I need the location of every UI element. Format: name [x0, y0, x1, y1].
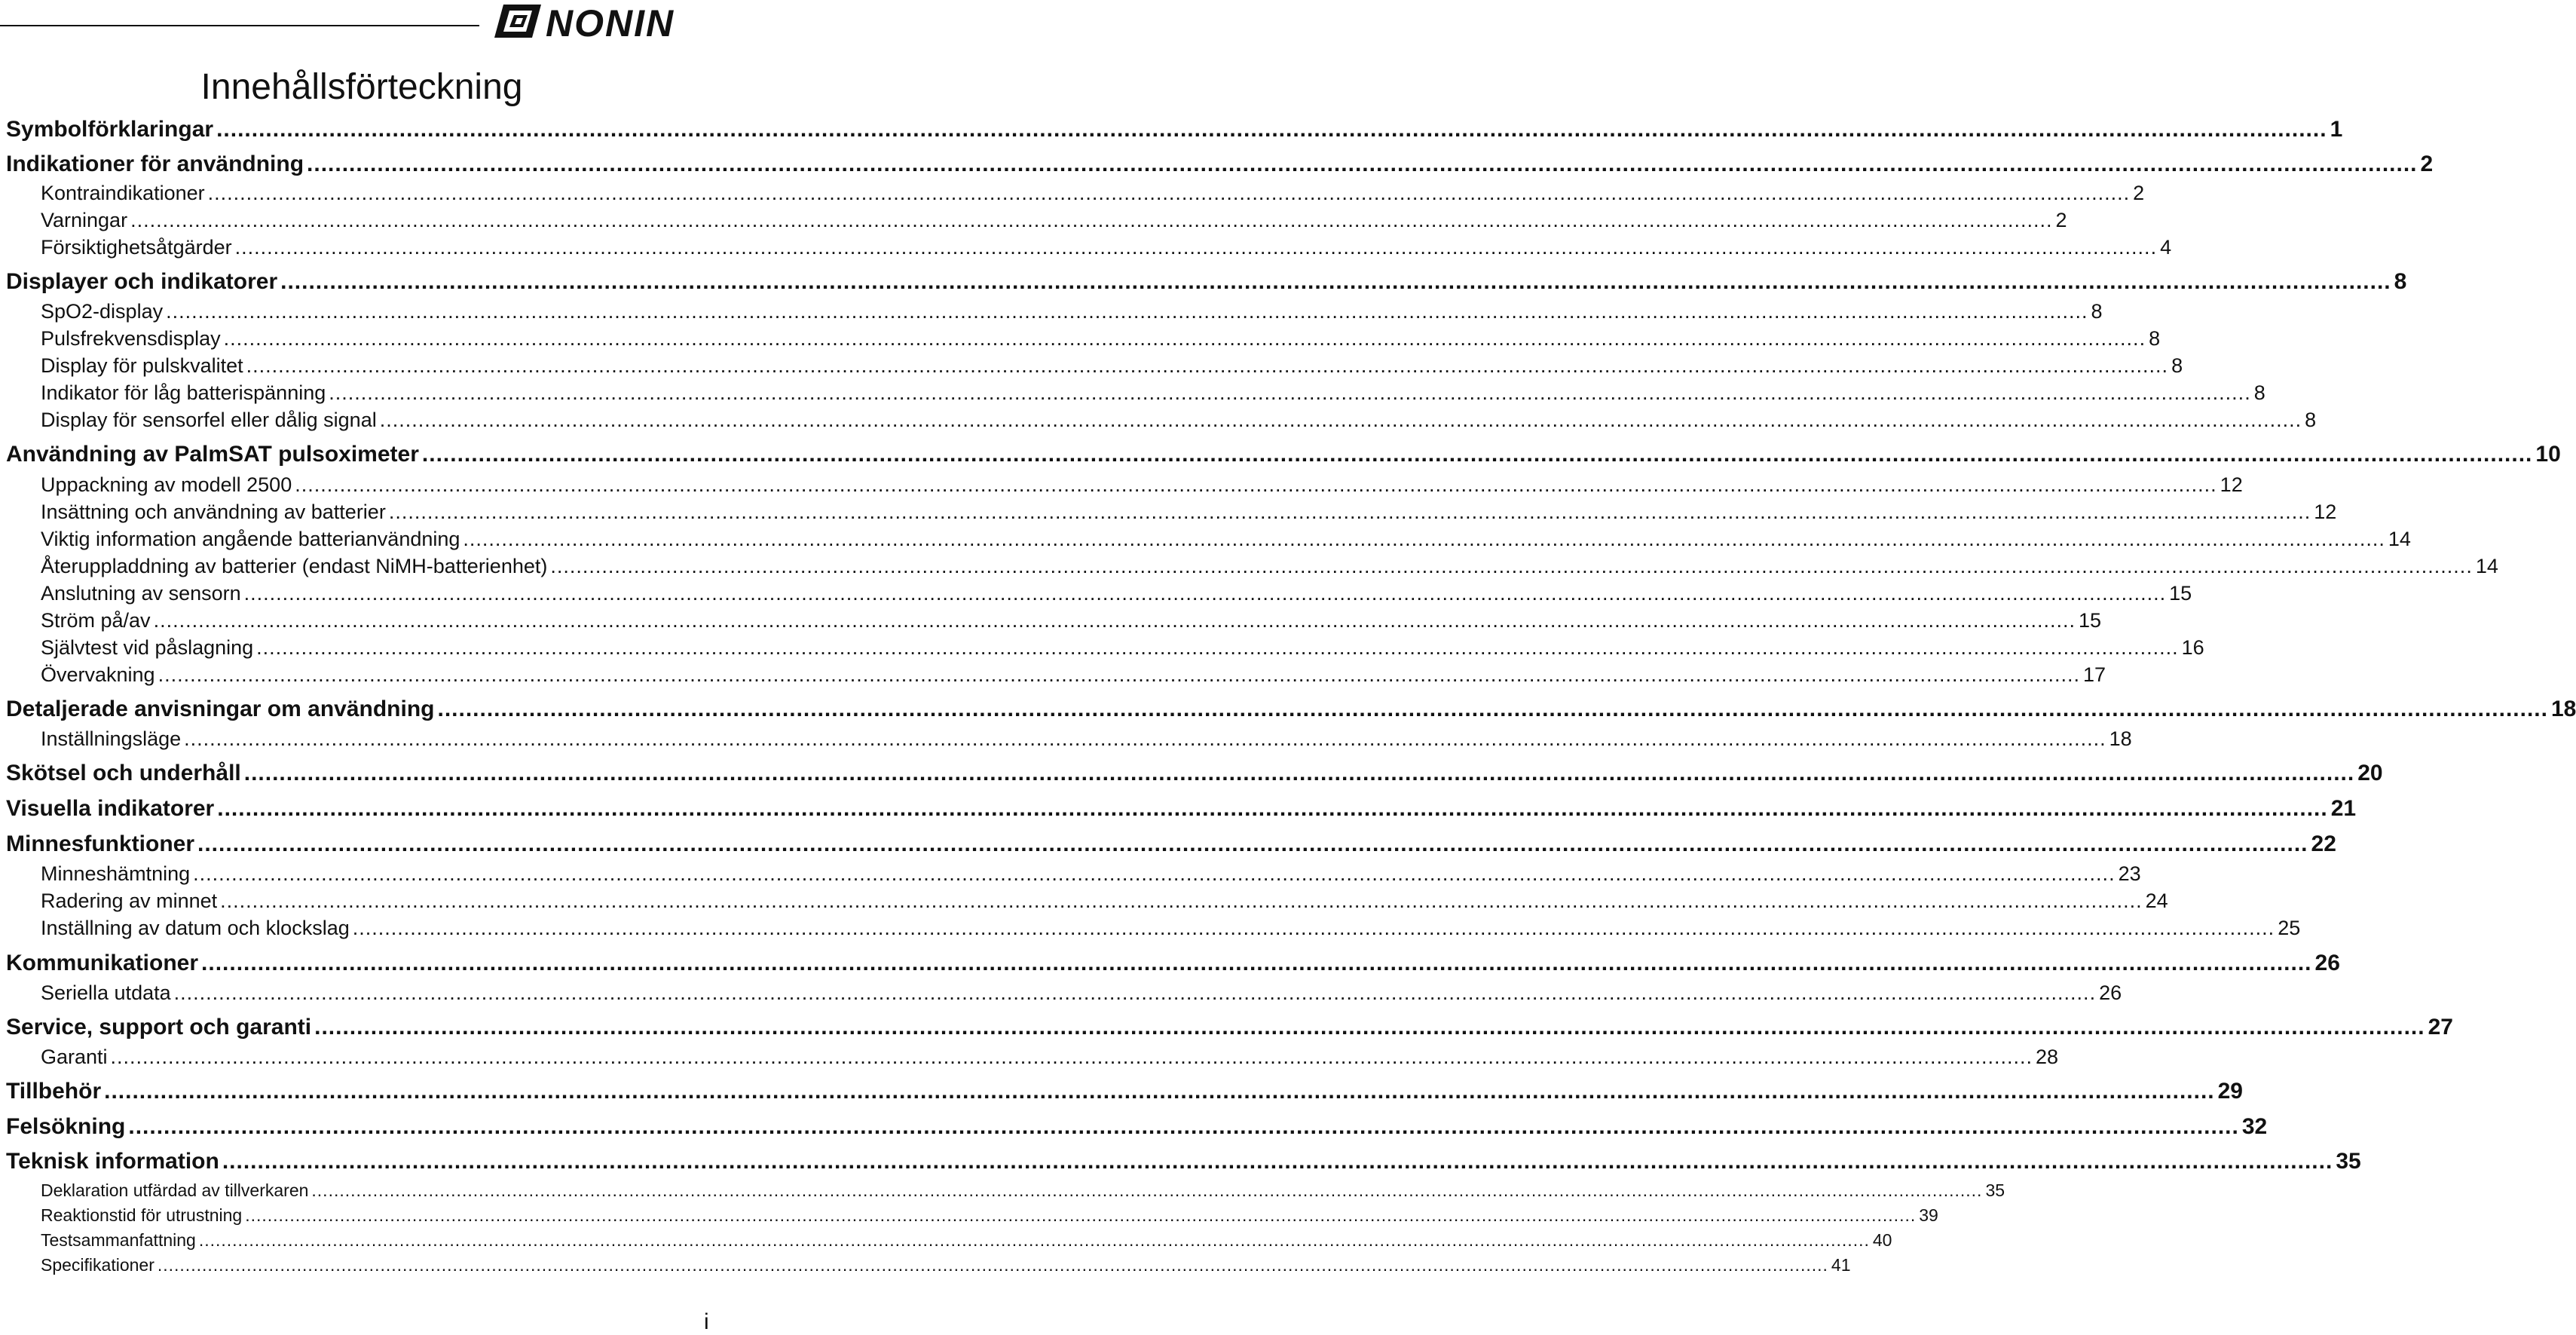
toc-entry-page: 29	[2217, 1079, 2243, 1104]
toc-entry-title: Teknisk information	[6, 1149, 219, 1174]
toc-entry-page: 2	[2420, 152, 2434, 176]
toc-entry-title: Pulsfrekvensdisplay	[41, 327, 221, 350]
toc-entry-title: Deklaration utfärdad av tillverkaren	[41, 1180, 309, 1200]
toc-entry-title: Reaktionstid för utrustning	[41, 1205, 243, 1225]
toc-entry[interactable]	[41, 1044, 2059, 1070]
dot-leader: ............................................................................................................................................................................................................................................................................................................	[550, 555, 2473, 577]
dot-leader: ............................................................................................................................................................................................................................................................................................................	[216, 117, 2327, 142]
toc-entry-title: Service, support och garanti	[6, 1015, 312, 1040]
toc-entry-title: Detaljerade anvisningar om användning	[6, 697, 435, 721]
toc-entry-title: SpO2-display	[41, 300, 164, 323]
dot-leader: ............................................................................................................................................................................................................................................................................................................	[173, 981, 2097, 1004]
toc-entry-page: 1	[2330, 117, 2343, 142]
toc-entry-page: 32	[2241, 1114, 2268, 1139]
dot-leader: ............................................................................................................................................................................................................................................................................................................	[207, 182, 2131, 204]
nonin-logo-text: NONIN	[546, 2, 675, 44]
toc-entry[interactable]	[41, 888, 2168, 914]
dot-leader: ............................................................................................................................................................................................................................................................................................................	[243, 582, 2167, 605]
toc-entry-page: 28	[2036, 1046, 2059, 1068]
toc-entry-page: 26	[2314, 951, 2340, 975]
page-number: i	[704, 1309, 709, 1334]
toc-entry[interactable]	[41, 635, 2204, 660]
toc-entry-title: Skötsel och underhåll	[6, 761, 241, 785]
toc-entry-page: 14	[2388, 528, 2411, 550]
toc-entry-page: 8	[2305, 409, 2317, 431]
toc-entry-title: Anslutning av sensorn	[41, 582, 241, 605]
toc-entry[interactable]	[41, 299, 2103, 324]
toc-entry[interactable]	[41, 662, 2106, 687]
toc-entry-page: 2	[2133, 182, 2145, 204]
dot-leader: ............................................................................................................................................................................................................................................................................................................	[314, 1015, 2425, 1040]
toc-entry-page: 25	[2278, 917, 2301, 939]
dot-leader: ............................................................................................................................................................................................................................................................................................................	[193, 862, 2116, 885]
toc-entry[interactable]	[6, 1147, 2361, 1177]
toc-entry-page: 2	[2055, 209, 2067, 231]
toc-entry[interactable]	[41, 861, 2141, 886]
toc-entry-page: 8	[2253, 381, 2265, 404]
dot-leader: ............................................................................................................................................................................................................................................................................................................	[201, 951, 2312, 975]
dot-leader: ............................................................................................................................................................................................................................................................................................................	[184, 727, 2106, 750]
toc-entry[interactable]	[6, 948, 2340, 978]
toc-entry-page: 18	[2550, 697, 2576, 721]
toc-entry-page: 10	[2535, 442, 2561, 467]
toc-entry-title: Indikator för låg batterispänning	[41, 381, 326, 404]
toc-entry[interactable]	[6, 694, 2576, 724]
toc-entry-title: Övervakning	[41, 663, 155, 686]
toc-entry-page: 15	[2079, 609, 2102, 632]
toc-entry-page: 21	[2330, 796, 2357, 821]
toc-entry[interactable]	[41, 553, 2498, 579]
dot-leader: ............................................................................................................................................................................................................................................................................................................	[463, 528, 2385, 550]
toc-entry-title: Ström på/av	[41, 609, 151, 632]
dot-leader: ............................................................................................................................................................................................................................................................................................................	[166, 300, 2088, 323]
toc-entry-title: Uppackning av modell 2500	[41, 473, 292, 496]
toc-entry[interactable]	[41, 915, 2301, 941]
toc-entry-title: Självtest vid påslagning	[41, 636, 254, 659]
dot-leader: ............................................................................................................................................................................................................................................................................................................	[153, 609, 2076, 632]
toc-entry-title: Varningar	[41, 209, 128, 231]
toc-entry[interactable]	[41, 407, 2317, 433]
dot-leader: ............................................................................................................................................................................................................................................................................................................	[421, 442, 2533, 467]
toc-entry-page: 8	[2091, 300, 2103, 323]
toc-entry-title: Displayer och indikatorer	[6, 269, 278, 294]
toc-entry[interactable]	[41, 472, 2243, 498]
toc-entry[interactable]	[41, 608, 2102, 633]
toc-entry[interactable]	[41, 1179, 2005, 1202]
dot-leader: ............................................................................................................................................................................................................................................................................................................	[130, 209, 2053, 231]
toc-entry-page: 20	[2357, 761, 2383, 785]
toc-entry[interactable]	[41, 234, 2172, 260]
dot-leader: ............................................................................................................................................................................................................................................................................................................	[311, 1180, 1983, 1200]
toc-entry-title: Användning av PalmSAT pulsoximeter	[6, 442, 419, 467]
toc-entry[interactable]	[6, 1012, 2453, 1043]
toc-entry[interactable]	[6, 1076, 2243, 1107]
toc-entry-title: Minneshämtning	[41, 862, 191, 885]
toc-entry-page: 12	[2314, 501, 2337, 523]
toc-entry-title: Seriella utdata	[41, 981, 171, 1004]
toc-entry-title: Tillbehör	[6, 1079, 102, 1104]
toc-entry-page: 18	[2109, 727, 2132, 750]
toc-entry[interactable]	[41, 380, 2265, 406]
dot-leader: ............................................................................................................................................................................................................................................................................................................	[256, 636, 2179, 659]
toc-entry-title: Återuppladdning av batterier (endast NiMH-batterienhet)	[41, 555, 548, 577]
dot-leader: ............................................................................................................................................................................................................................................................................................................	[245, 1205, 1917, 1225]
toc-entry[interactable]	[41, 580, 2192, 606]
toc-entry-title: Garanti	[41, 1046, 108, 1068]
dot-leader: ............................................................................................................................................................................................................................................................................................................	[295, 473, 2217, 496]
dot-leader: ............................................................................................................................................................................................................................................................................................................	[437, 697, 2548, 721]
toc-entry[interactable]	[41, 326, 2161, 351]
toc-entry[interactable]	[6, 758, 2383, 788]
toc-entry[interactable]	[41, 353, 2183, 378]
dot-leader: ............................................................................................................................................................................................................................................................................................................	[220, 889, 2143, 912]
toc-entry-page: 39	[1919, 1205, 1938, 1225]
toc-entry[interactable]	[41, 526, 2411, 552]
toc-entry[interactable]	[41, 180, 2145, 206]
toc-entry-page: 23	[2118, 862, 2141, 885]
toc-entry-page: 26	[2099, 981, 2122, 1004]
toc-entry[interactable]	[41, 980, 2122, 1006]
toc-entry-page: 15	[2169, 582, 2192, 605]
toc-entry-title: Kommunikationer	[6, 951, 199, 975]
toc-entry[interactable]	[41, 207, 2067, 233]
toc-entry-page: 8	[2394, 269, 2407, 294]
toc-entry-page: 35	[1985, 1180, 2005, 1200]
toc-entry-page: 17	[2083, 663, 2106, 686]
dot-leader: ............................................................................................................................................................................................................................................................................................................	[110, 1046, 2033, 1068]
dot-leader: ............................................................................................................................................................................................................................................................................................................	[223, 327, 2146, 350]
toc-entry-title: Display för sensorfel eller dålig signal	[41, 409, 377, 431]
toc-entry-title: Försiktighetsåtgärder	[41, 236, 232, 259]
dot-leader: ............................................................................................................................................................................................................................................................................................................	[379, 409, 2302, 431]
dot-leader: ............................................................................................................................................................................................................................................................................................................	[158, 663, 2081, 686]
dot-leader: ............................................................................................................................................................................................................................................................................................................	[157, 1255, 1828, 1275]
toc-entry-page: 8	[2149, 327, 2161, 350]
dot-leader: ............................................................................................................................................................................................................................................................................................................	[329, 381, 2251, 404]
toc-entry[interactable]	[41, 726, 2132, 752]
toc-entry-title: Felsökning	[6, 1114, 126, 1139]
toc-entry[interactable]	[6, 267, 2407, 297]
page-title: Innehållsförteckning	[200, 67, 523, 107]
toc-entry-title: Minnesfunktioner	[6, 831, 195, 856]
toc-entry-page: 22	[2311, 831, 2336, 856]
toc-entry-page: 27	[2428, 1015, 2453, 1040]
toc-entry-page: 8	[2171, 354, 2183, 377]
toc-entry[interactable]	[41, 1254, 1851, 1276]
toc-entry[interactable]	[41, 499, 2337, 525]
toc-entry-title: Indikationer för användning	[6, 152, 304, 176]
toc-entry-title: Kontraindikationer	[41, 182, 205, 204]
dot-leader: ............................................................................................................................................................................................................................................................................................................	[352, 917, 2275, 939]
toc-entry[interactable]	[6, 829, 2336, 859]
toc-entry-page: 40	[1872, 1230, 1892, 1250]
dot-leader: ............................................................................................................................................................................................................................................................................................................	[280, 269, 2391, 294]
toc-entry-title: Testsammanfattning	[41, 1230, 196, 1250]
toc-entry-title: Inställningsläge	[41, 727, 182, 750]
toc-entry[interactable]	[6, 149, 2434, 179]
toc-entry-title: Display för pulskvalitet	[41, 354, 243, 377]
toc-entry[interactable]	[6, 115, 2343, 145]
toc-entry-page: 4	[2160, 236, 2172, 259]
toc-entry-page: 41	[1831, 1255, 1851, 1275]
toc-entry[interactable]	[6, 1112, 2268, 1142]
toc-entry[interactable]	[41, 1229, 1892, 1251]
toc-entry-title: Specifikationer	[41, 1255, 154, 1275]
toc-entry[interactable]	[6, 794, 2357, 824]
toc-entry-page: 16	[2181, 636, 2204, 659]
toc-entry-title: Radering av minnet	[41, 889, 218, 912]
toc-entry-title: Inställning av datum och klockslag	[41, 917, 350, 939]
dot-leader: ............................................................................................................................................................................................................................................................................................................	[217, 796, 2328, 821]
dot-leader: ............................................................................................................................................................................................................................................................................................................	[104, 1079, 2215, 1104]
toc-entry-page: 12	[2220, 473, 2243, 496]
toc-entry[interactable]	[41, 1204, 1938, 1226]
dot-leader: ............................................................................................................................................................................................................................................................................................................	[234, 236, 2158, 259]
dot-leader: ............................................................................................................................................................................................................................................................................................................	[198, 1230, 1870, 1250]
dot-leader: ............................................................................................................................................................................................................................................................................................................	[128, 1114, 2239, 1139]
toc-entry-title: Insättning och användning av batterier	[41, 501, 386, 523]
toc-entry-title: Visuella indikatorer	[6, 796, 215, 821]
dot-leader: ............................................................................................................................................................................................................................................................................................................	[222, 1149, 2333, 1174]
dot-leader: ............................................................................................................................................................................................................................................................................................................	[197, 831, 2308, 856]
toc-entry-page: 24	[2145, 889, 2168, 912]
toc-entry-title: Symbolförklaringar	[6, 117, 214, 142]
dot-leader: ............................................................................................................................................................................................................................................................................................................	[388, 501, 2311, 523]
toc-entry-title: Viktig information angående batterianvändning	[41, 528, 460, 550]
toc-entry-page: 14	[2475, 555, 2498, 577]
dot-leader: ............................................................................................................................................................................................................................................................................................................	[246, 354, 2169, 377]
toc-entry[interactable]	[6, 439, 2561, 470]
dot-leader: ............................................................................................................................................................................................................................................................................................................	[243, 761, 2355, 785]
dot-leader: ............................................................................................................................................................................................................................................................................................................	[307, 152, 2418, 176]
toc-entry-page: 35	[2336, 1149, 2361, 1174]
